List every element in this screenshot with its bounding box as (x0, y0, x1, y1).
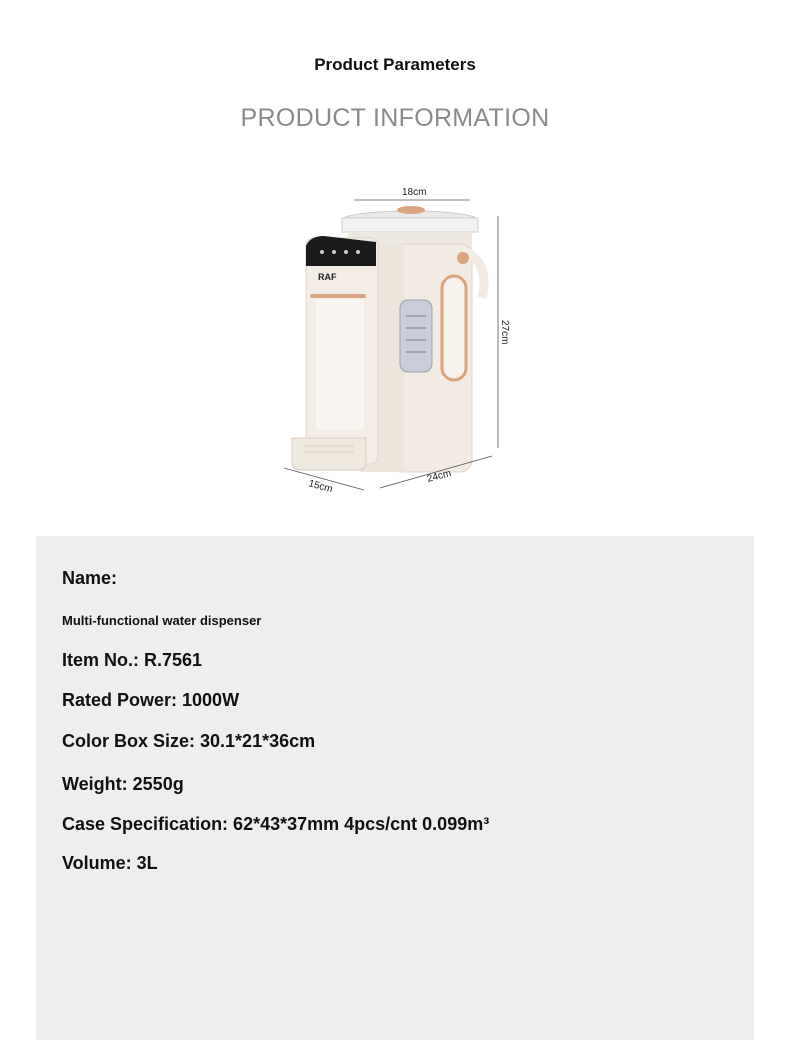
depth-dimension-label: 24cm (425, 467, 453, 485)
spec-color-box-size: Color Box Size: 30.1*21*36cm (62, 731, 316, 751)
brand-logo: RAF (318, 272, 337, 282)
spec-name-value: Multi-functional water dispenser (62, 613, 262, 628)
spec-name-label: Name: (62, 568, 118, 588)
spec-rated-power: Rated Power: 1000W (62, 690, 240, 710)
spec-case-specification: Case Specification: 62*43*37mm 4pcs/cnt 0.099m³ (62, 814, 490, 834)
spec-item-no: Item No.: R.7561 (62, 650, 203, 670)
page-subtitle: PRODUCT INFORMATION (240, 104, 550, 132)
top-dimension-label: 18cm (402, 187, 427, 198)
spec-weight: Weight: 2550g (62, 774, 184, 794)
water-dispenser-illustration (270, 180, 530, 520)
spec-volume: Volume: 3L (62, 853, 158, 873)
specs-panel (36, 536, 754, 1040)
height-dimension-label: 27cm (499, 320, 510, 345)
page-title: Product Parameters (314, 55, 476, 74)
product-image (270, 180, 530, 520)
front-dimension-label: 15cm (307, 478, 334, 496)
